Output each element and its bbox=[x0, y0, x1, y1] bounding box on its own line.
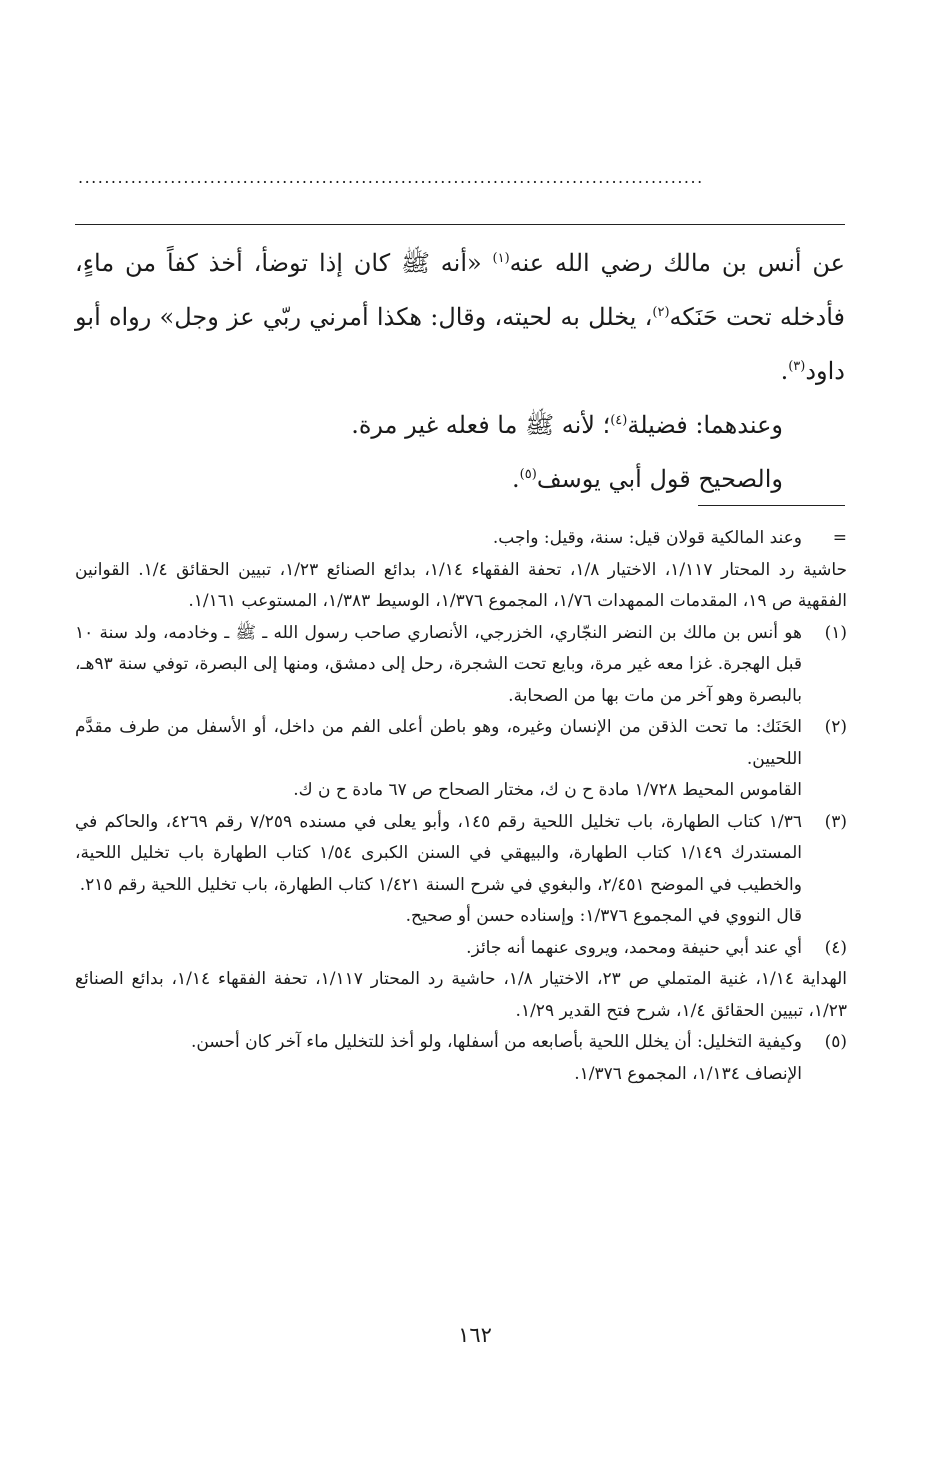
page-number: ١٦٢ bbox=[458, 1323, 492, 1347]
main-paragraph-conclusion bbox=[75, 452, 845, 506]
text-segment: «أنه ﷺ كان إذا توضأ، أخذ كفاً من ماءٍ، فأدخله تحت حَنَكه bbox=[75, 249, 845, 331]
main-text bbox=[75, 236, 845, 506]
footnote-line: هو أنس بن مالك بن النضر النجّاري، الخزرجي، الأنصاري صاحب رسول الله ـ ﷺ ـ وخادمه، ولد سنة ١٠ قبل الهجرة. غزا معه غير مرة، وبايع تحت الشجرة، رحل إلى دمشق، ومنها إلى البصرة، توفي سنة ٩٣هـ، بالبصرة وهو آخر من مات بها من الصحابة. bbox=[75, 622, 802, 706]
text-segment: . bbox=[512, 465, 520, 493]
footnote-line: الحَنَك: ما تحت الذقن من الإنسان وغيره، وهو باطن أعلى الفم من داخل، أو الأسفل من طرف مقدَّم اللحيين. bbox=[75, 717, 802, 769]
footnote-5 bbox=[75, 1027, 847, 1090]
top-rule bbox=[75, 224, 845, 225]
footnote-line: الهداية ١/١٤، غنية المتملي ص ٢٣، الاختيار ١/٨، حاشية رد المحتار ١/١١٧، تحفة الفقهاء ١/١٤، بدائع الصنائع ١/٢٣، تبيين الحقائق ١/٤، شرح فتح القدير ١/٢٩. bbox=[75, 969, 848, 1021]
footnote-1 bbox=[75, 618, 847, 713]
text-segment: . bbox=[780, 357, 789, 385]
footnote-rule bbox=[698, 505, 845, 506]
dotted-separator: ............................................................................................... bbox=[78, 168, 704, 187]
text-segment: عن أنس بن مالك رضي الله عنه bbox=[509, 249, 845, 277]
main-paragraph-opinion bbox=[75, 398, 845, 452]
footnote-continuation bbox=[75, 523, 847, 618]
text-segment: وعندهما: فضيلة bbox=[627, 411, 783, 439]
footnote-line: ١/٣٦ كتاب الطهارة، باب تخليل اللحية رقم ١٤٥، وأبو يعلى في مسنده ٧/٢٥٩ رقم ٤٢٦٩، والحاكم في المستدرك ١/١٤٩ كتاب الطهارة، والبيهقي في السنن الكبرى ١/٥٤ كتاب الطهارة باب تخليل اللحية، والخطيب في الموضح ٢/٤٥١، والبغوي في شرح السنة ١/٤٢١ كتاب الطهارة، باب تخليل اللحية رقم ٢١٥. bbox=[75, 811, 802, 895]
footnote-ref[interactable]: (٤) bbox=[610, 413, 628, 428]
footnote-line: قال النووي في المجموع ١/٣٧٦: وإسناده حسن أو صحيح. bbox=[405, 906, 802, 926]
footnote-ref[interactable]: (٢) bbox=[652, 305, 670, 320]
text-segment: والصحيح قول أبي يوسف bbox=[536, 465, 783, 493]
footnote-ref[interactable]: (١) bbox=[492, 251, 510, 266]
footnote-2 bbox=[75, 712, 847, 807]
text-segment: ، يخلل به لحيته، وقال: هكذا أمرني ربّي عز وجل» رواه أبو داود bbox=[75, 303, 845, 385]
footnote-number: (٤) bbox=[824, 937, 847, 958]
footnote-number: (٣) bbox=[824, 811, 847, 832]
footnote-line: أي عند أبي حنيفة ومحمد، ويروى عنهما أنه جائز. bbox=[466, 937, 802, 958]
footnote-line: الإنصاف ١/١٣٤، المجموع ١/٣٧٦. bbox=[574, 1063, 802, 1084]
footnote-line: القاموس المحيط ١/٧٢٨ مادة ح ن ك، مختار الصحاح ص ٦٧ مادة ح ن ك. bbox=[293, 780, 802, 800]
footnote-3 bbox=[75, 807, 847, 933]
footnote-number: (٢) bbox=[824, 717, 847, 737]
footnote-number: (١) bbox=[824, 622, 847, 643]
main-paragraph-hadith bbox=[75, 236, 845, 398]
continuation-marker: = bbox=[832, 528, 847, 548]
footnotes bbox=[75, 523, 847, 1090]
footnote-line: حاشية رد المحتار ١/١١٧، الاختيار ١/٨، تحفة الفقهاء ١/١٤، بدائع الصنائع ١/٢٣، تبيين الحقائق ١/٤. القوانين الفقهية ص ١٩، المقدمات الممهدات ١/٧٦، المجموع ١/٣٧٦، الوسيط ١/٣٨٣، المستوعب ١/١٦١. bbox=[75, 559, 848, 611]
text-segment: ؛ لأنه ﷺ ما فعله غير مرة. bbox=[351, 411, 611, 439]
footnote-line: وعند المالكية قولان قيل: سنة، وقيل: واجب. bbox=[492, 528, 802, 548]
footnote-line: وكيفية التخليل: أن يخلل اللحية بأصابعه من أسفلها، ولو أخذ للتخليل ماء آخر كان أحسن. bbox=[190, 1032, 802, 1052]
footnote-ref[interactable]: (٣) bbox=[788, 359, 806, 374]
footnote-number: (٥) bbox=[824, 1032, 847, 1052]
footnote-ref[interactable]: (٥) bbox=[519, 467, 537, 482]
footnote-4 bbox=[75, 933, 847, 1028]
